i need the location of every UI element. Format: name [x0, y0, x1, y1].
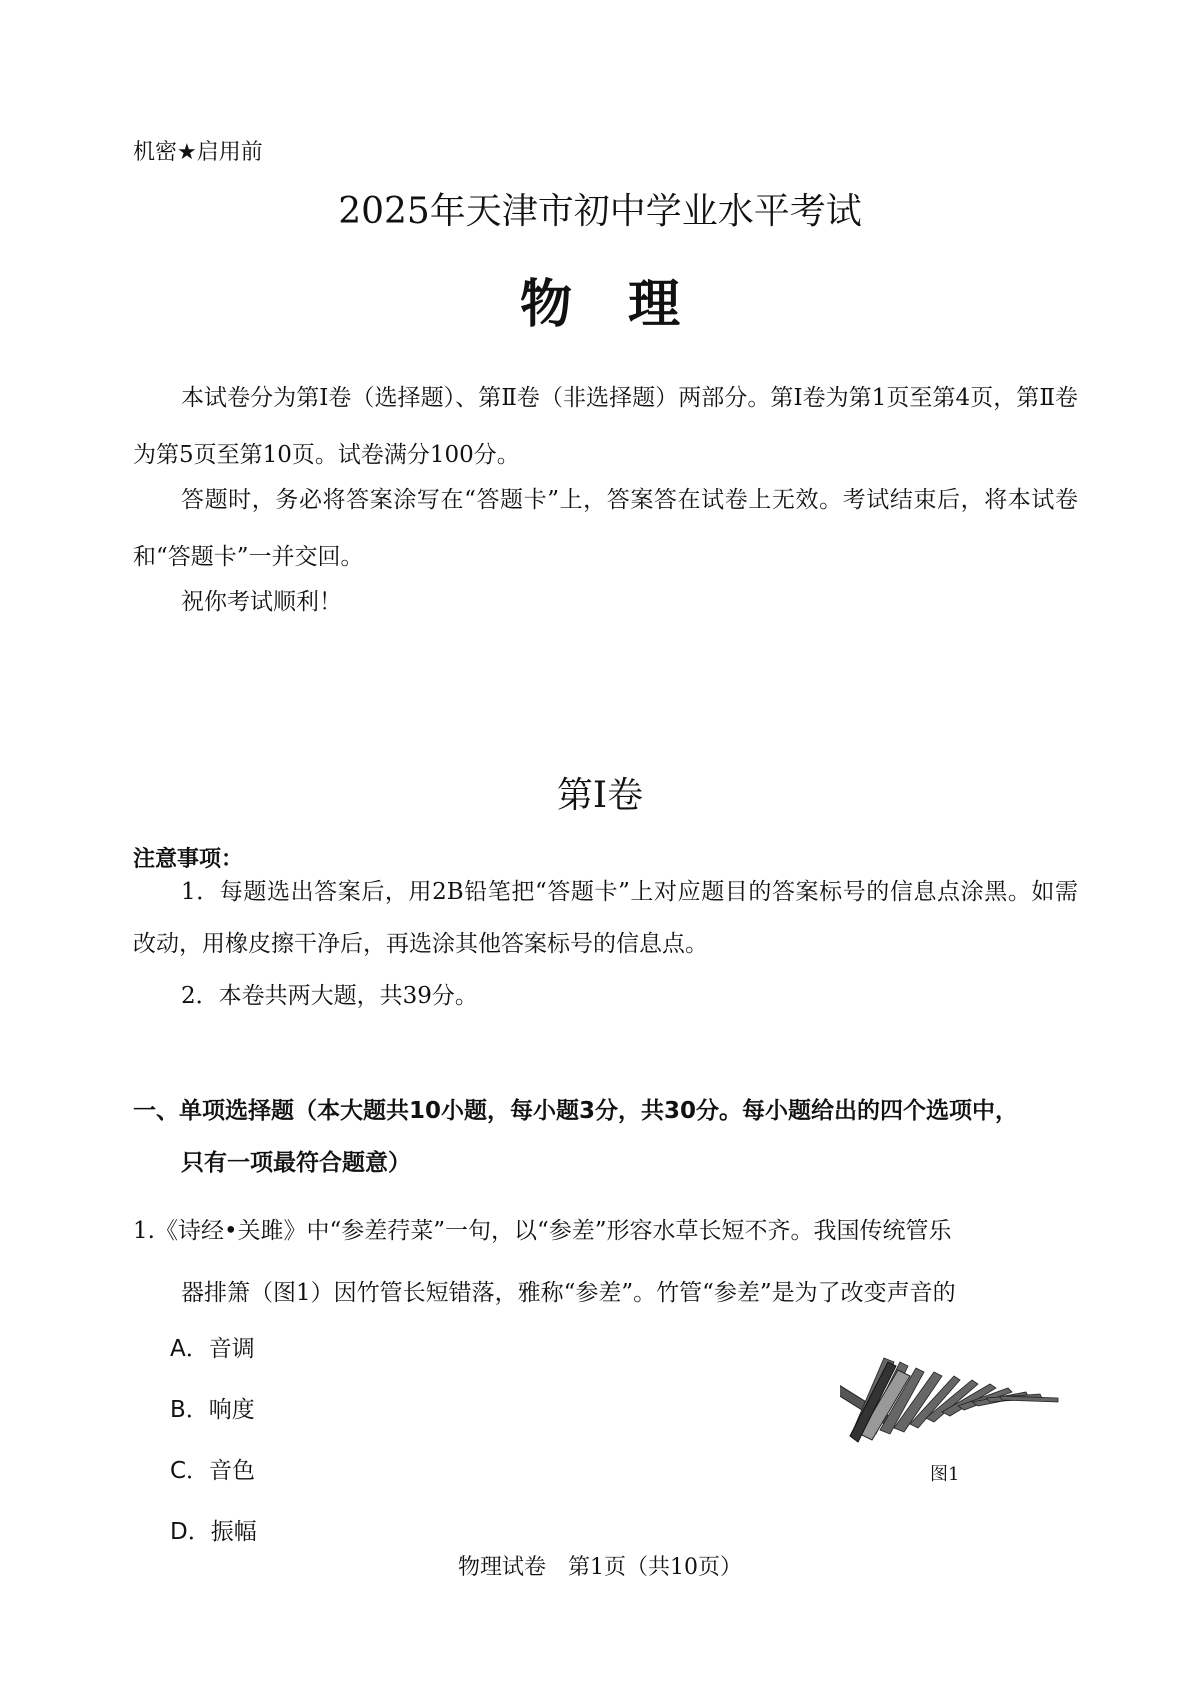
exam-title: 2025年天津市初中学业水平考试 — [338, 191, 862, 232]
intro-paragraph-1: 本试卷分为第Ⅰ卷（选择题）、第Ⅱ卷（非选择题）两部分。第Ⅰ卷为第1页至第4页，第Ⅱ卷为第5页至第10页。试卷满分100分。 — [133, 385, 1078, 468]
option-b: B．响度 — [170, 1397, 255, 1423]
page-footer: 物理试卷 第1页（共10页） — [458, 1555, 742, 1580]
part-heading-line-1: 一、单项选择题（本大题共10小题，每小题3分，共30分。每小题给出的四个选项中， — [133, 1098, 1019, 1124]
confidential-mark: 机密★启用前 — [133, 140, 263, 165]
notice-title: 注意事项： — [133, 847, 244, 872]
option-a: A．音调 — [170, 1336, 255, 1362]
question-1-line-1: 1.《诗经•关雎》中“参差荇菜”一句，以“参差”形容水草长短不齐。我国传统管乐 — [133, 1218, 952, 1244]
question-1-stem — [133, 1200, 1083, 1324]
option-c: C．音色 — [170, 1458, 256, 1484]
notice-item-1: 1．每题选出答案后，用2B铅笔把“答题卡”上对应题目的答案标号的信息点涂黑。如需改动，用橡皮擦干净后，再选涂其他答案标号的信息点。 — [133, 879, 1078, 957]
option-d: D．振幅 — [170, 1519, 257, 1545]
figure-label: 图1 — [930, 1464, 960, 1485]
pan-flute-figure — [840, 1340, 1070, 1452]
section-title: 第Ⅰ卷 — [556, 775, 644, 816]
pan-flute-icon — [840, 1358, 1058, 1442]
part-heading-line-2: 只有一项最符合题意） — [181, 1150, 411, 1176]
question-1-line-2: 器排箫（图1）因竹管长短错落，雅称“参差”。竹管“参差”是为了改变声音的 — [181, 1280, 956, 1306]
part-heading — [133, 1085, 1083, 1189]
notice-item-2: 2．本卷共两大题，共39分。 — [181, 983, 478, 1009]
subject-title: 物理 — [519, 275, 736, 335]
intro-paragraph-2: 答题时，务必将答案涂写在“答题卡”上，答案答在试卷上无效。考试结束后，将本试卷和“答题卡”一并交回。 — [133, 487, 1078, 570]
intro-paragraph-3: 祝你考试顺利！ — [181, 589, 342, 615]
